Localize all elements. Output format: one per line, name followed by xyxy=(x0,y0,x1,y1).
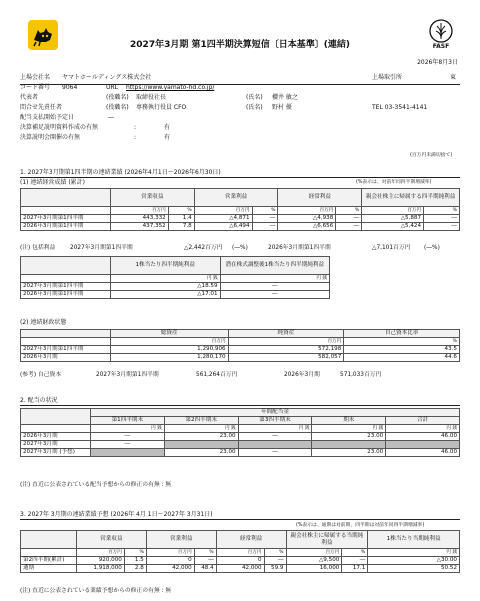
cell: 44.6 xyxy=(344,354,460,362)
table-row xyxy=(21,433,460,441)
section3-pct-note: (%表示は、通期は対前期、四半期は対前年同四半期増減率) xyxy=(296,523,425,528)
cell: △18.59 xyxy=(110,283,220,291)
unit-cell: % xyxy=(194,549,216,557)
section3-heading: 3. 2027年 3月期の連結業績予想 (2026年 4月 1日〜2027年 3月31日) xyxy=(20,511,213,518)
col-total: 合計 xyxy=(386,417,460,425)
col-eps: 1株当たり四半期純利益 xyxy=(110,257,220,275)
unit-cell: 円 銭 xyxy=(220,275,329,283)
rounding-note: (百万円未満切捨て) xyxy=(410,153,453,158)
cell: △9,500 xyxy=(286,557,342,565)
section1-heading: 1. 2027年3月期第1四半期の連結業績 (2026年4月1日〜2026年6月30日) xyxy=(20,169,221,176)
unit-cell: 百万円 xyxy=(146,549,194,557)
dividend-table xyxy=(20,408,460,457)
cell: 2.8 xyxy=(124,565,146,573)
cell: △4,871 xyxy=(194,215,252,223)
table-row xyxy=(21,223,460,231)
cell: ― xyxy=(252,215,278,223)
unit-row-label xyxy=(21,549,77,557)
cell: 16,000 xyxy=(286,565,342,573)
unit-cell: % xyxy=(168,207,194,215)
briefing-label: 決算説明会開催の有無 xyxy=(20,134,81,141)
equity-prev-period: 2026年3月期 xyxy=(284,372,320,378)
representative-label: 代表者 xyxy=(20,94,39,101)
unit-cell: 百万円 xyxy=(286,549,342,557)
unit-cell: 円 銭 xyxy=(386,425,460,433)
table-row xyxy=(21,449,460,457)
cell: ― xyxy=(90,433,164,441)
unit-cell: % xyxy=(344,338,460,346)
comprehensive-cur-pct: (―%) xyxy=(232,245,248,251)
corner-cell xyxy=(21,330,111,338)
supplement-value: 有 xyxy=(164,124,171,131)
table-row xyxy=(21,565,460,573)
company-url[interactable]: https://www.yamato-hd.co.jp/ xyxy=(126,84,215,91)
unit-cell: 円 銭 xyxy=(164,425,238,433)
cell: ― xyxy=(220,291,329,299)
unit-cell: % xyxy=(252,207,278,215)
listed-company-label: 上場会社名 xyxy=(20,74,51,81)
unit-row-label xyxy=(21,338,111,346)
unit-cell: 円 銭 xyxy=(238,425,312,433)
cell: 443,332 xyxy=(110,215,168,223)
cell: 7.8 xyxy=(168,223,194,231)
unit-cell: % xyxy=(336,207,362,215)
shaded-cell xyxy=(312,441,386,449)
cell: ― xyxy=(194,557,216,565)
briefing-colon: : xyxy=(134,134,137,141)
equity-prev-value: 571,033百万円 xyxy=(340,372,382,378)
cell: 572,198 xyxy=(228,346,344,354)
exchange-label: 上場取引所 xyxy=(372,74,403,81)
equity-cur-value: 561,264百万円 xyxy=(196,372,238,378)
table-row xyxy=(21,346,460,354)
col-q1-end: 第1四半期末 xyxy=(90,417,164,425)
row-label: 2027年3月期 xyxy=(21,441,91,449)
contact-title-label: (役職名) xyxy=(106,104,129,111)
section1-sub2-heading: (2) 連結財政状態 xyxy=(20,319,67,326)
shaded-cell xyxy=(386,441,460,449)
rep-title: 取締役社長 xyxy=(136,94,167,101)
annual-dividend-header: 年間配当金 xyxy=(90,409,459,417)
contact-label: 問合せ先責任者 xyxy=(20,104,63,111)
cell: 1.5 xyxy=(124,557,146,565)
dividend-revision-note: (注) 直近に公表されている配当予想からの修正の有無 : 無 xyxy=(20,482,172,488)
dividend-start-label: 配当支払開始予定日 xyxy=(20,114,75,121)
corner-cell xyxy=(21,257,111,275)
cell: ― xyxy=(264,557,286,565)
fasf-label: FASF xyxy=(432,43,450,50)
comprehensive-prev-value: △7,101百万円 xyxy=(372,245,411,251)
col-operating-income: 営業利益 xyxy=(194,189,278,207)
row-label: 2027年3月期第1四半期 xyxy=(21,283,111,291)
col-ordinary-income: 経常利益 xyxy=(278,189,362,207)
dividend-start-value: ― xyxy=(108,114,114,121)
cell: 0 xyxy=(146,557,194,565)
cell: 42,000 xyxy=(146,565,194,573)
contact-name-label: (氏名) xyxy=(246,104,263,111)
section2-divider xyxy=(20,405,460,406)
cell: △6,494 xyxy=(194,223,252,231)
row-label: 通期 xyxy=(21,565,77,573)
cell: 48.4 xyxy=(194,565,216,573)
cell: ― xyxy=(424,215,460,223)
cell: ― xyxy=(252,223,278,231)
cell: 437,352 xyxy=(110,223,168,231)
section1-sub1-heading: (1) 連結経営成績 (累計) xyxy=(20,179,85,186)
cell: 1,280,170 xyxy=(110,354,228,362)
code-label: コード番号 xyxy=(20,84,51,91)
col-eps: 1株当たり当期純利益 xyxy=(368,531,460,549)
col-net-income: 親会社株主に帰属する四半期純利益 xyxy=(362,189,460,207)
unit-cell: 円 銭 xyxy=(312,425,386,433)
row-label: 2027年3月期第1四半期 xyxy=(21,215,111,223)
table-row xyxy=(21,354,460,362)
unit-cell: 百万円 xyxy=(362,207,424,215)
cell: △4,938 xyxy=(278,215,336,223)
equity-cur-period: 2027年3月期第1四半期 xyxy=(96,372,159,378)
rep-name: 櫻井 敏之 xyxy=(272,94,298,101)
unit-cell: 円 銭 xyxy=(368,549,460,557)
cell: △5,887 xyxy=(362,215,424,223)
cell: 42,000 xyxy=(216,565,264,573)
header-divider xyxy=(20,84,460,85)
cell: 46.00 xyxy=(386,449,460,457)
supplement-colon: : xyxy=(134,124,137,131)
cell: 920,000 xyxy=(76,557,124,565)
unit-cell: 円 銭 xyxy=(90,425,164,433)
unit-row-label xyxy=(21,207,111,215)
forecast-revision-note: (注) 直近に公表されている業績予想からの修正の有無 : 無 xyxy=(20,588,172,594)
unit-cell: 百万円 xyxy=(194,207,252,215)
eps-table xyxy=(20,256,330,299)
col-net-income: 親会社株主に帰属する当期純利益 xyxy=(286,531,368,549)
corner-cell xyxy=(21,531,77,549)
briefing-value: 有 xyxy=(164,134,171,141)
company-name: ヤマトホールディングス株式会社 xyxy=(62,74,152,81)
col-equity-ratio: 自己資本比率 xyxy=(344,330,460,338)
cell: ― xyxy=(424,223,460,231)
unit-cell: 百万円 xyxy=(278,207,336,215)
forecast-table xyxy=(20,530,460,573)
rep-name-label: (氏名) xyxy=(246,94,263,101)
cell: 0 xyxy=(216,557,264,565)
cell: 23.00 xyxy=(312,433,386,441)
col-ordinary-income: 経常利益 xyxy=(216,531,286,549)
unit-cell: 百万円 xyxy=(228,338,344,346)
cell: 1,918,000 xyxy=(76,565,124,573)
col-q2-end: 第2四半期末 xyxy=(164,417,238,425)
code-value: 9064 xyxy=(62,84,78,91)
cell: 23.00 xyxy=(164,433,238,441)
shaded-cell xyxy=(238,441,312,449)
comprehensive-prev-period: 2026年3月期第1四半期 xyxy=(268,245,331,251)
unit-cell: % xyxy=(124,549,146,557)
corner-cell xyxy=(21,409,91,425)
cell: ― xyxy=(238,433,312,441)
col-operating-revenue: 営業収益 xyxy=(76,531,146,549)
contact-tel: TEL 03-3541-4141 xyxy=(372,104,428,111)
supplement-label: 決算補足説明資料作成の有無 xyxy=(20,124,99,131)
cell: △5,424 xyxy=(362,223,424,231)
col-total-assets: 総資産 xyxy=(110,330,228,338)
cell: 23.00 xyxy=(312,449,386,457)
table-row xyxy=(21,215,460,223)
row-label: 2027年3月期第1四半期 xyxy=(21,346,111,354)
row-label: 2026年3月期第1四半期 xyxy=(21,291,111,299)
contact-name: 野村 優 xyxy=(272,104,292,111)
equity-label: (参考) 自己資本 xyxy=(20,372,62,378)
report-title: 2027年3月期 第1四半期決算短信〔日本基準〕(連結) xyxy=(130,40,350,50)
row-label: 2026年3月期 xyxy=(21,433,91,441)
col-year-end: 期末 xyxy=(312,417,386,425)
cell: △30.00 xyxy=(368,557,460,565)
report-date: 2026年8月3日 xyxy=(417,59,458,66)
shaded-cell xyxy=(90,449,164,457)
row-label: 2026年3月期 xyxy=(21,354,111,362)
cell: 43.5 xyxy=(344,346,460,354)
table-row xyxy=(21,283,330,291)
cell: ― xyxy=(220,283,329,291)
unit-cell: 百万円 xyxy=(110,338,228,346)
cell: 582,057 xyxy=(228,354,344,362)
row-label: 2026年3月期第1四半期 xyxy=(21,223,111,231)
section1-divider xyxy=(20,177,460,178)
unit-cell: 円 銭 xyxy=(110,275,220,283)
exchange-value: 東 xyxy=(450,74,457,81)
section3-divider xyxy=(20,519,460,520)
cell: ― xyxy=(336,223,362,231)
table-row xyxy=(21,291,330,299)
cell: ― xyxy=(342,557,368,565)
cell: 23.00 xyxy=(164,449,238,457)
corner-cell xyxy=(21,189,111,207)
cell: ― xyxy=(238,449,312,457)
rep-title-label: (役職名) xyxy=(106,94,129,101)
cell: 17.1 xyxy=(342,565,368,573)
cell: 1.4 xyxy=(168,215,194,223)
col-net-assets: 純資産 xyxy=(228,330,344,338)
unit-cell: % xyxy=(424,207,460,215)
cell: 50.52 xyxy=(368,565,460,573)
url-label: URL xyxy=(106,84,118,91)
unit-row-label xyxy=(21,275,111,283)
col-operating-revenue: 営業収益 xyxy=(110,189,194,207)
cell: 46.00 xyxy=(386,433,460,441)
shaded-cell xyxy=(164,441,238,449)
row-label: 2027年3月期 (予想) xyxy=(21,449,91,457)
cell: ― xyxy=(336,215,362,223)
row-label: 第2四半期(累計) xyxy=(21,557,77,565)
comprehensive-income-label: (注) 包括利益 xyxy=(20,245,56,251)
section2-heading: 2. 配当の状況 xyxy=(20,397,58,404)
comprehensive-prev-pct: (―%) xyxy=(424,245,440,251)
comprehensive-cur-value: △2,442百万円 xyxy=(184,245,223,251)
comprehensive-cur-period: 2027年3月期第1四半期 xyxy=(70,245,133,251)
cell: △17.01 xyxy=(110,291,220,299)
col-q3-end: 第3四半期末 xyxy=(238,417,312,425)
cell: ― xyxy=(90,441,164,449)
financial-position-table xyxy=(20,329,460,362)
unit-cell: 百万円 xyxy=(76,549,124,557)
unit-cell: % xyxy=(264,549,286,557)
unit-cell: 百万円 xyxy=(110,207,168,215)
cell: 1,290,906 xyxy=(110,346,228,354)
table-row xyxy=(21,557,460,565)
contact-title: 専務執行役員 CFO xyxy=(136,104,187,111)
cell: △6,656 xyxy=(278,223,336,231)
cell: 59.9 xyxy=(264,565,286,573)
unit-cell: 百万円 xyxy=(216,549,264,557)
col-operating-income: 営業利益 xyxy=(146,531,216,549)
section1-pct-note: (%表示は、対前年同四半期増減率) xyxy=(356,180,432,185)
operating-results-table xyxy=(20,188,460,231)
table-row xyxy=(21,441,460,449)
col-diluted-eps: 潜在株式調整後1株当たり四半期純利益 xyxy=(220,257,329,275)
unit-row-label xyxy=(21,425,91,433)
unit-cell: % xyxy=(342,549,368,557)
